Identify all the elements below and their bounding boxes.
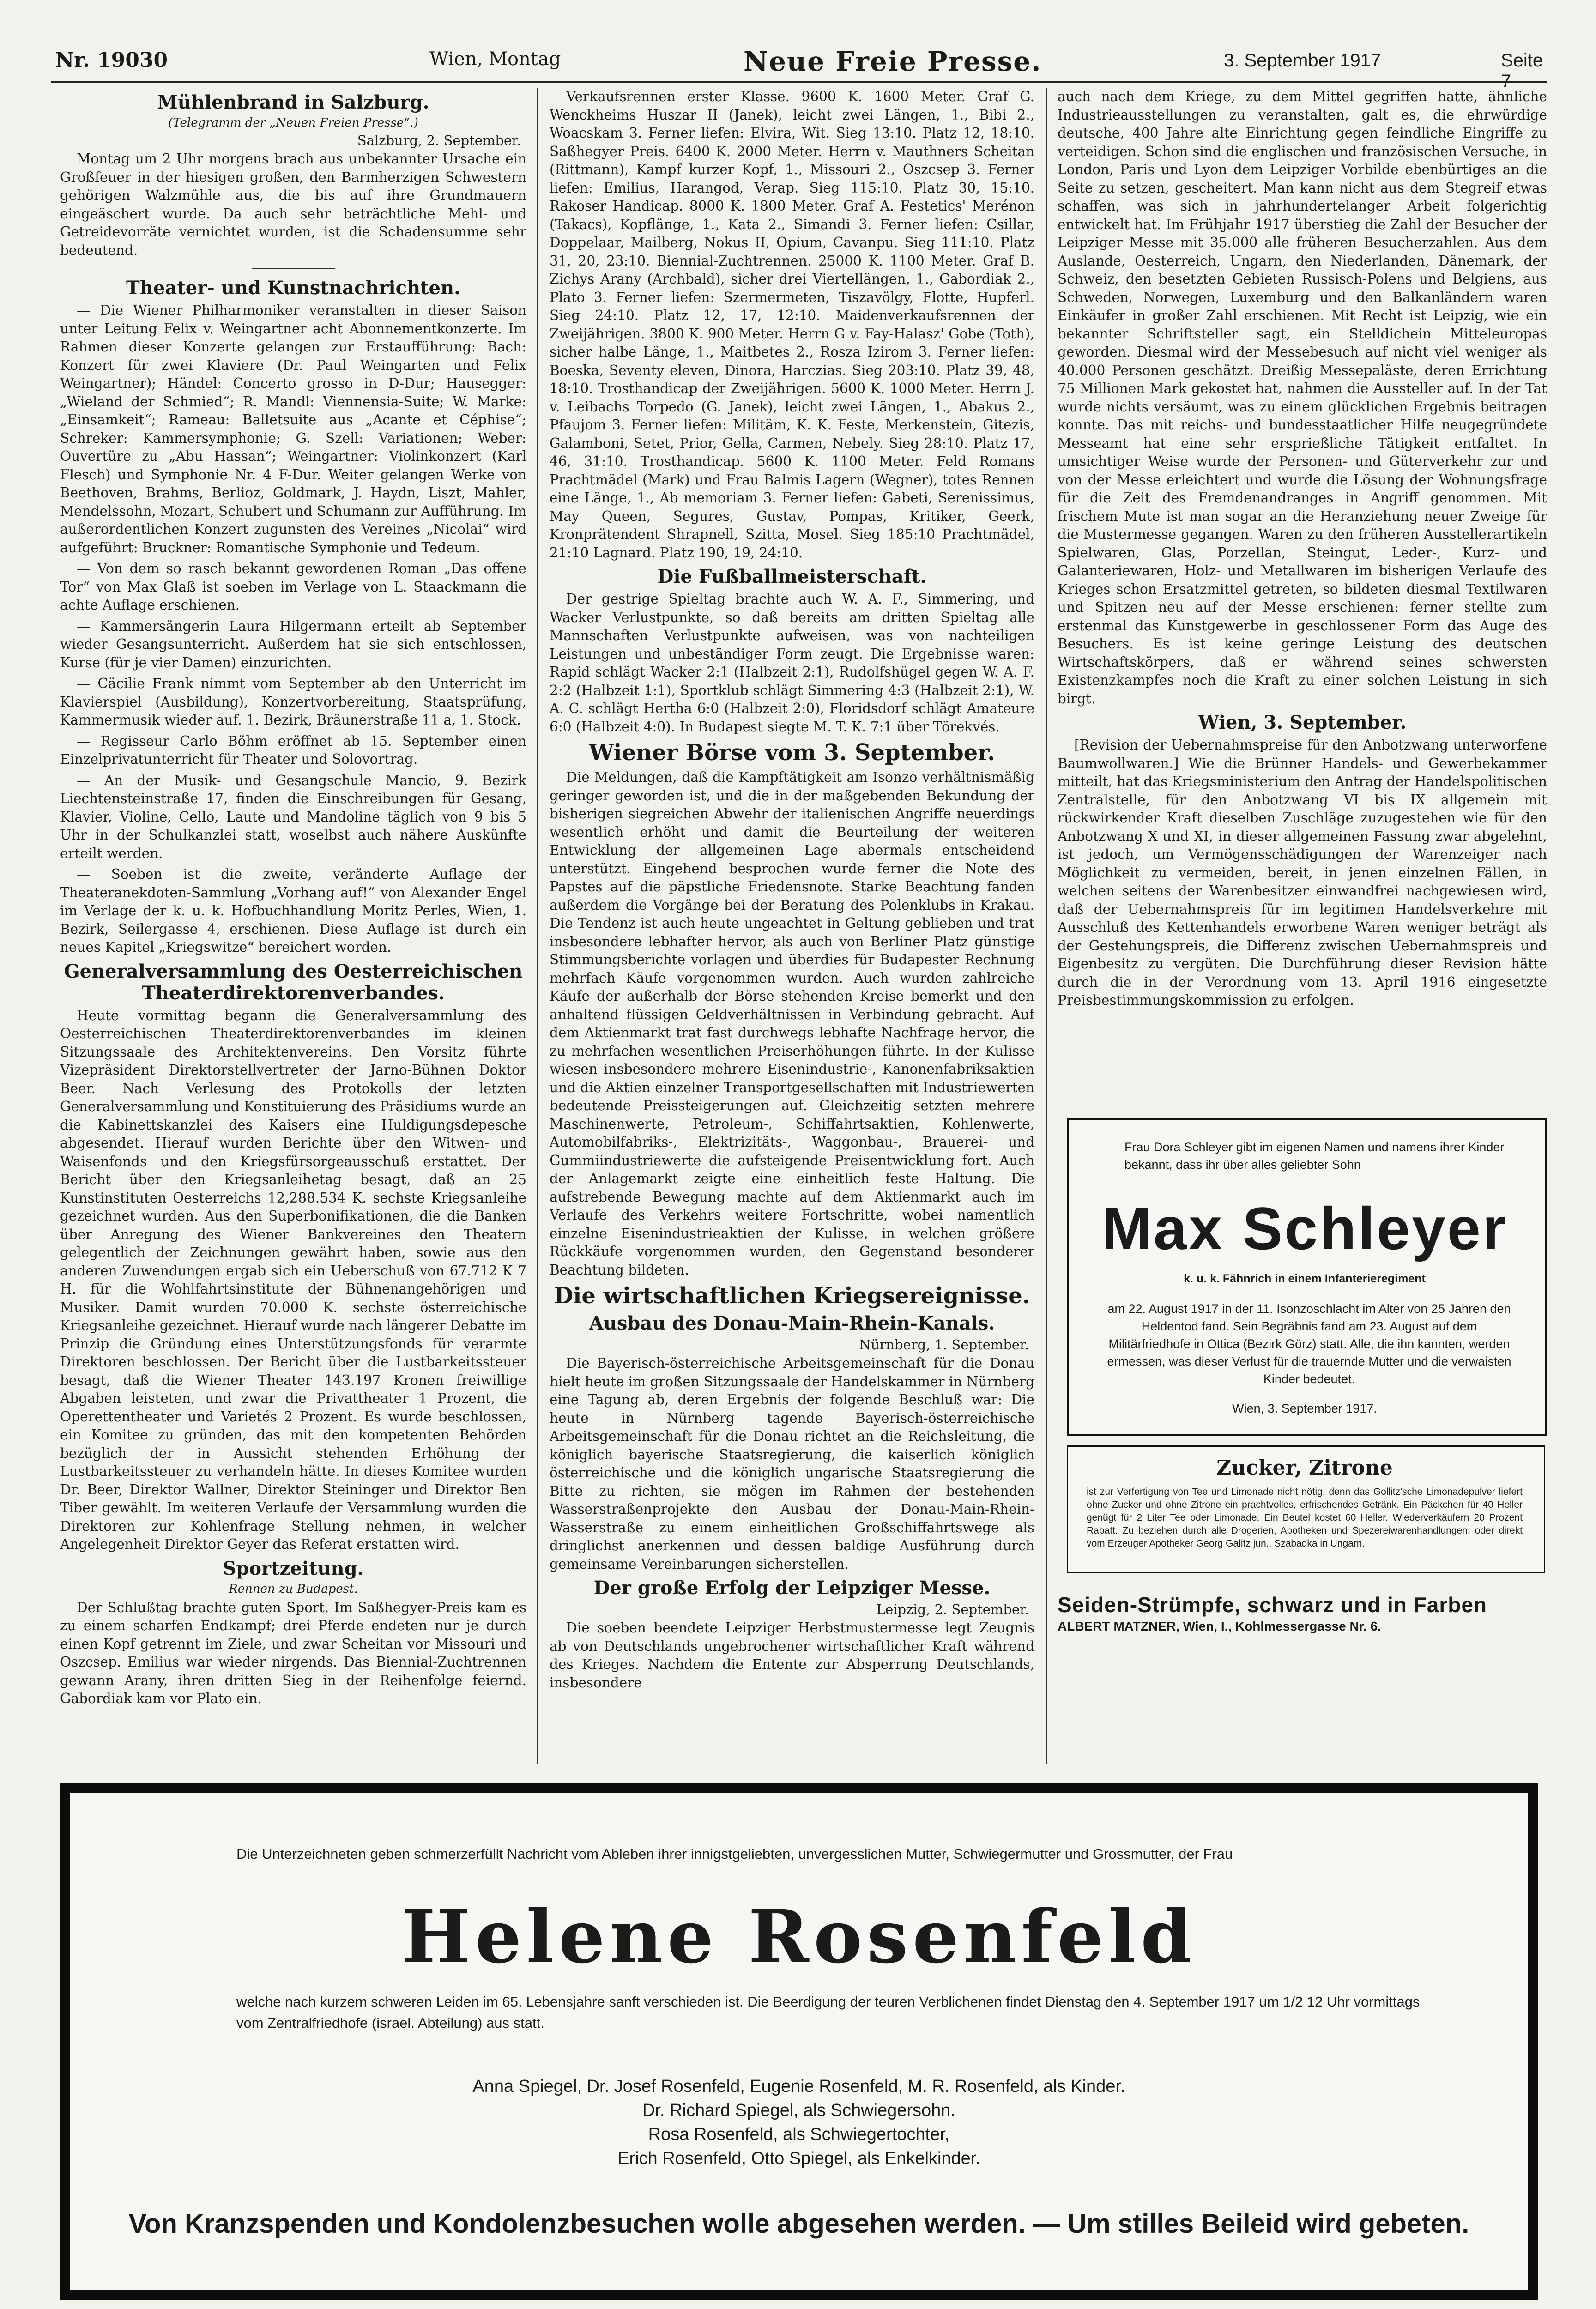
article-text: Die Bayerisch-österreichische Arbeitsgemeinschaft für die Donau hielt heute im großen Sitzungssaale der Handelskammer in Nürnberg eine Tagung ab, deren Ergebnis der folgende Beschluß war: Die heute in Nürnberg tagende Bayerisch-österreichische Arbeitsgemeinschaft für die Donau richtet an die Reichsleitung, die königlich bayerische Staatsregierung, die kaiserlich königlich österreichische und die königlich ungarische Staatsregierung die Bitte zu richten, sie mögen im Rahmen der bestehenden Wasserstraßenprojekte den Ausbau der Donau-Main-Rhein-Wasserstraße zu einem einheitlichen Großschiffahrtswege als dringlichst anerkennen und dessen baldige Ausführung durch gemeinsame Vereinbarungen sicherstellen. bbox=[550, 1355, 1034, 1572]
signatory-line: Anna Spiegel, Dr. Josef Rosenfeld, Eugenie Rosenfeld, M. R. Rosenfeld, als Kinder. bbox=[472, 2077, 1125, 2096]
notice-body: am 22. August 1917 in der 11. Isonzoschlacht im Alter von 25 Jahren den Heldentod fand. Sein Begräbnis fand am 23. August auf dem Militärfriedhofe in Ottica (Bezirk Görz) statt. Alle, die ihn kannten, werden ermessen, was dieser Verlust für die trauernde Mutter und die verwaisten Kinder bedeutet. bbox=[1107, 1302, 1511, 1386]
dateline: Nürnberg, 1. September. bbox=[859, 1337, 1029, 1353]
article-heading: Die Fußballmeisterschaft. bbox=[657, 566, 927, 587]
ad-title: Seiden-Strümpfe, schwarz und in Farben bbox=[1058, 1593, 1487, 1617]
article-subheading: (Telegramm der „Neuen Freien Presse“.) bbox=[168, 116, 418, 130]
article-text: Verkaufsrennen erster Klasse. 9600 K. 1600 Meter. Graf G. Wenckheims Huszar II (Janek), leicht zwei Längen, 1., Bibi 2., Woacskam 3. Ferner liefen: Elvira, Wit. Sieg 13:10. Platz 12, 18:10. Saßhegyer Preis. 6400 K. 2000 Meter. Herrn v. Mauthners Scheitan (Rittmann), Kampf kurzer Kopf, 1., Missouri 2., Oszcsep 3. Ferner liefen: Emilius, Harangod, Verap. Sieg 115:10. Platz 30, 15:10. Rakoser Handicap. 8000 K. 1800 Meter. Graf A. Festetics' Merénon (Takacs), Kopflänge, 1., Kata 2., Simandi 3. Ferner liefen: Csillar, Doppelaar, Mailberg, Nokus II, Opium, Cavanpu. Sieg 111:10. Platz 31, 20, 23:10. Biennial-Zuchtrennen. 25000 K. 1100 Meter. Graf B. Zichys Arany (Archbald), sicher drei Viertellängen, 1., Gabordiak 2., Plato 3. Ferner liefen: Szermermeten, Tiszavölgy, Flotte, Hupferl. Sieg 24:10. Platz 12, 17, 12:10. Maidenverkaufsrennen der Zweijährigen. 3800 K. 900 Meter. Herrn G v. Fay-Halasz' Gobe (Toth), sicher halbe Länge, 1., Maitbetes 2., Rosza Izirom 3. Ferner liefen: Boeska, Seventy eleven, Dinora, Harczias. Sieg 203:10. Platz 39, 48, 18:10. Trosthandicap der Zweijährigen. 5600 K. 1000 Meter. Herrn J. v. Leibachs Torpedo (G. Janek), leicht zwei Längen, 1., Abakus 2., Pfaujom 3. Ferner liefen: Militäm, K. K. Feste, Merkenstein, Gitezis, Galamboni, Setet, Prior, Gella, Carmen, Nebely. Sieg 28:10. Platz 17, 46, 31:10. Trosthandicap. 5600 K. 1100 Meter. Feld Romans Prachtmädel (Mark) und Frau Balmis Lagern (Wegner), totes Rennen eine Länge, 1., Ab memoriam 3. Ferner liefen: Gabeti, Serenissimus, May Queen, Segures, Gustav, Pompas, Kritiker, Geerk, Kronprätendent Shrapnell, Szitta, Mosel. Sieg 185:10 Prachtmädel, 21:10 Lagnard. Platz 190, 19, 24:10. bbox=[550, 89, 1034, 561]
signatory-line: Erich Rosenfeld, Otto Spiegel, als Enkelkinder. bbox=[617, 2149, 980, 2168]
article-heading: Wiener Börse vom 3. September. bbox=[589, 740, 995, 766]
notice-name: Helene Rosenfeld bbox=[401, 1894, 1197, 1980]
article-subheading: Rennen zu Budapest. bbox=[229, 1582, 358, 1596]
signatory-line: Rosa Rosenfeld, als Schwiegertochter, bbox=[648, 2125, 950, 2144]
notice-name: Max Schleyer bbox=[1101, 1195, 1508, 1262]
article-heading: Die wirtschaftlichen Kriegsereignisse. bbox=[554, 1283, 1030, 1309]
article-heading: Wien, 3. September. bbox=[1198, 712, 1407, 733]
separator bbox=[252, 268, 335, 269]
article-heading: Sportzeitung. bbox=[223, 1557, 364, 1579]
article-subheading: Ausbau des Donau-Main-Rhein-Kanals. bbox=[589, 1312, 995, 1334]
death-notice-schleyer bbox=[1067, 1118, 1547, 1436]
article-text: — Die Wiener Philharmoniker veranstalten in dieser Saison unter Leitung Felix v. Weingartner acht Abonnementkonzerte. Im Rahmen dieser Konzerte gelangen zur Erstaufführung: Bach: Konzert für zwei Klaviere (Dr. Paul Weingarten und Felix Weingartner); Händel: Concerto grosso in D-Dur; Hausegger: „Wieland der Schmied“; R. Mandl: Viennensia-Suite; W. Marke: „Einsamkeit“; Rameau: Balletsuite aus „Acante et Céphise“; Schreker: Kammersymphonie; G. Szell: Variationen; Weber: Ouvertüre zu „Abu Hassan“; Weingartner: Violinkonzert (Karl Flesch) und Symphonie Nr. 4 F-Dur. Weiter gelangen Werke von Beethoven, Brahms, Berlioz, Goldmark, J. Haydn, Liszt, Mahler, Mendelssohn, Mozart, Schubert und Schumann zur Aufführung. Im außerordentlichen Konzert zugunsten des Vereines „Nicolai“ wird aufgeführt: Bruckner: Romantische Symphonie und Tedeum. bbox=[60, 302, 526, 556]
article-text: — Von dem so rasch bekannt gewordenen Roman „Das offene Tor“ von Max Glaß ist soeben im Verlage von L. Staackmann die achte Auflage erschienen. bbox=[60, 561, 526, 613]
page-number: Seite 7 bbox=[1501, 50, 1543, 91]
death-notice-rosenfeld bbox=[60, 1783, 1538, 2300]
column-rule bbox=[537, 88, 538, 1764]
notice-footer: Von Kranzspenden und Kondolenzbesuchen wolle abgesehen werden. — Um stilles Beileid wird gebeten. bbox=[128, 2209, 1469, 2239]
column-3 bbox=[1058, 88, 1547, 1104]
column-2 bbox=[550, 88, 1034, 1769]
column-rule bbox=[1046, 88, 1047, 1764]
article-heading: Theater- und Kunstnachrichten. bbox=[126, 277, 460, 299]
ad-title: Zucker, Zitrone bbox=[1216, 1456, 1393, 1480]
issue-number: Nr. 19030 bbox=[55, 48, 168, 72]
masthead bbox=[51, 44, 1547, 91]
ad-address: ALBERT MATZNER, Wien, I., Kohlmessergasse Nr. 6. bbox=[1058, 1619, 1381, 1633]
article-text: Die Meldungen, daß die Kampftätigkeit am Isonzo verhältnismäßig geringer geworden ist, und die in der maßgebenden Bekundung der bisherigen siegreichen Abwehr der italienischen Angriffe neuerdings wesentlich erhöht und damit die Beurteilung der weiteren Entwicklung der allgemeinen Lage abermals entscheidend unterstützt. Eingehend besprochen wurde ferner die Note des Papstes auf die päpstliche Friedensnote. Starke Beachtung fanden außerdem die Vorgänge bei der Beratung des Polenklubs in Krakau. Die Tendenz ist auch heute ungeachtet in Geltung geblieben und trat insbesondere lebhafter hervor, als auch von Berliner Platz günstige Stimmungsberichte vorlagen und überdies für Budapester Rechnung mehrfach Käufe vorgenommen wurden. Auch wurden zahlreiche Käufe der außerhalb der Börse stehenden Kreise bemerkt und den anhaltend flüssigen Geldverhältnissen in Verbindung gebracht. Auf dem Aktienmarkt trat fast durchwegs lebhafte Nachfrage hervor, die zu mehrfachen wesentlichen Preiserhöhungen führte. In der Kulisse wiesen insbesondere mehrere Eisenindustrie-, Kanonenfabriksaktien und die Aktien einzelner Transportgesellschaften mit Industriewerten bedeutende Preissteigerungen auf. Gleichzeitig setzten mehrere Maschinenwerte, Petroleum-, Schiffahrtsaktien, Kohlenwerte, Automobilfabriks-, Elektrizitäts-, Waggonbau-, Brauerei- und Gummiindustriewerte die aufsteigende Preisentwicklung fort. Auch der Anlagemarkt zeigte eine einheitlich feste Haltung. Die aufstrebende Bewegung machte auf dem Aktienmarkt auch im Verlaufe des Verkehrs weitere Fortschritte, wobei namentlich einzelne Eisenindustrieaktien der Kulisse, in welchen größere Rückkäufe vorgenommen wurden, den Gegenstand besonderer Beachtung bildeten. bbox=[550, 769, 1034, 1278]
article-text: Der gestrige Spieltag brachte auch W. A. F., Simmering, und Wacker Verlustpunkte, so daß bereits am dritten Spieltag alle Mannschaften Verlustpunkte aufweisen, was von nachteiligen Leistungen und unbeständiger Form zeugt. Die Ergebnisse waren: Rapid schlägt Wacker 2:1 (Halbzeit 2:1), Rudolfshügel gegen W. A. F. 2:2 (Halbzeit 1:1), Sportklub schlägt Simmering 4:3 (Halbzeit 2:1), W. A. C. schlägt Hertha 6:0 (Halbzeit 2:0), Floridsdorf schlägt Amateure 6:0 (Halbzeit 4:0). In Budapest siegte M. T. K. 7:1 über Törekvés. bbox=[550, 591, 1034, 735]
article-text: Der Schlußtag brachte guten Sport. Im Saßhegyer-Preis kam es zu einem scharfen Endkampf; drei Pferde endeten nur je durch einen Kopf getrennt im Ziele, und zwar Scheitan vor Missouri und Oszcsep. Emilius war wieder nirgends. Das Biennial-Zuchtrennen gewann Arany, ihren dritten Sieg in der Reihenfolge feiernd. Gabordiak kam vor Plato ein. bbox=[60, 1599, 526, 1706]
advertisement-seiden bbox=[1058, 1589, 1547, 1644]
article-text: [Revision der Uebernahmspreise für den Anbotzwang unterworfene Baumwollwaren.] Wie die Brünner Handels- und Gewerbekammer mitteilt, hat das Kriegsministerium den Antrag der Handelspolitischen Zentralstelle, für den Anbotzwang VI bis IX allgemein mit rückwirkender Kraft dieselben Zuschläge zuzugestehen wie für den Anbotzwang X und XI, in dieser allgemeinen Fassung zwar abgelehnt, ist jedoch, um Vermögensschädigungen der Warenzeiger nach Möglichkeit zu vermeiden, bereit, in jenen einzelnen Fällen, in welchen seitens der Warenbesitzer einwandfrei nachgewiesen wird, daß der Uebernahmspreis für im legitimen Handelsverkehre mit Ausschluß des Kettenhandels erworbene Waren weniger beträgt als der Gestehungspreis, die Differenz zwischen Uebernahmspreis und Eigenbesitz zu vergüten. Die Durchführung dieser Revision hätte durch die in der Verordnung vom 13. April 1916 eingesetzte Preisbestimmungskommission zu erfolgen. bbox=[1058, 737, 1547, 1008]
ad-body: ist zur Verfertigung von Tee und Limonade nicht nötig, denn das Gollitz'sche Limonadepulver liefert ohne Zucker und ohne Zitrone ein prachtvolles, erfrischendes Getränk. Ein Päckchen für 40 Heller genügt für 2 Liter Tee oder Limonade. Ein Beutel kostet 60 Heller. Wiederverkäufern 20 Prozent Rabatt. Zu beziehen durch alle Drogerien, Apotheken und Spezereiwarenhandlungen, oder direkt vom Erzeuger Apotheker Georg Galitz jun., Szabadka in Ungarn. bbox=[1087, 1487, 1523, 1549]
place-day: Wien, Montag bbox=[429, 48, 561, 70]
article-heading: Mühlenbrand in Salzburg. bbox=[157, 91, 429, 113]
notice-body: welche nach kurzem schweren Leiden im 65. Lebensjahre sanft verschieden ist. Die Beerdigung der teuren Verblichenen findet Dienstag den 4. September 1917 um 1/2 12 Uhr vormittags vom Zentralfriedhofe (israel. Abteilung) aus statt. bbox=[236, 1994, 1420, 2031]
article-text: — Regisseur Carlo Böhm eröffnet ab 15. September einen Einzelprivatunterricht für Theater und Solovortrag. bbox=[60, 733, 526, 767]
signatory-line: Dr. Richard Spiegel, als Schwiegersohn. bbox=[642, 2101, 955, 2120]
article-text: — Soeben ist die zweite, veränderte Auflage der Theateranekdoten-Sammlung „Vorhang auf!“ von Alexander Engel im Verlage der k. u. k. Hofbuchhandlung Moritz Perles, Wien, 1. Bezirk, Seilergasse 4, erschienen. Diese Auflage ist durch ein neues Kapitel „Kriegswitze“ bereichert worden. bbox=[60, 866, 526, 955]
dateline: Salzburg, 2. September. bbox=[357, 133, 521, 148]
notice-rank: k. u. k. Fähnrich in einem Infanterieregiment bbox=[1184, 1272, 1426, 1285]
article-text: Montag um 2 Uhr morgens brach aus unbekannter Ursache ein Großfeuer in der hiesigen großen, den Barmherzigen Schwestern gehörigen Walzmühle aus, die bis auf ihre Grundmauern eingeäschert wurde. Da auch sehr beträchtliche Mehl- und Getreidevorräte vernichtet wurden, ist die Schadensumme sehr bedeutend. bbox=[60, 151, 526, 258]
article-text: — An der Musik- und Gesangschule Mancio, 9. Bezirk Liechtensteinstraße 17, finden die Einschreibungen für Gesang, Klavier, Violine, Cello, Laute und Mandoline täglich von 9 bis 5 Uhr in der Schulkanzlei statt, woselbst auch nähere Auskünfte erteilt werden. bbox=[60, 772, 526, 861]
dateline: Leipzig, 2. September. bbox=[876, 1602, 1029, 1617]
article-text: auch nach dem Kriege, zu dem Mittel gegriffen hatte, ähnliche Industrieausstellungen zu veranstalten, galt es, die ehrwürdige deutsche, 400 Jahre alte Einrichtung gegen feindliche Eingriffe zu verteidigen. Schon sind die englischen und französischen Versuche, in London, Paris und Lyon dem Leipziger Vorbilde ebenbürtiges an die Seite zu setzen, gescheitert. Man kann nicht aus dem Stegreif etwas schaffen, was sich in jahrhundertelanger Arbeit folgerichtig entwickelt hat. Im Frühjahr 1917 überstieg die Zahl der Besucher der Leipziger Messe mit 35.000 alle früheren Besucherzahlen. Aus dem Auslande, Oesterreich, Ungarn, den Niederlanden, Dänemark, der Schweiz, den besetzten Gebieten Russisch-Polens und Belgiens, aus Schweden, Norwegen, Luxemburg und den Balkanländern waren Einkäufer in großer Zahl erschienen. Mit Recht ist Leipzig, wie ein bekannter Schriftsteller sagt, ein Stelldichein Mitteleuropas geworden. Diesmal wird der Messebesuch auf nicht viel weniger als 40.000 Personen geschätzt. Dreißig Messepaläste, deren Errichtung 75 Millionen Mark gekostet hat, nahmen die Aussteller auf. In der Tat wurde nichts versäumt, was zu einem glücklichen Ergebnis beitragen konnte. Das mit reichs- und bundesstaatlicher Hilfe neugegründete Messeamt hat eine sehr ersprießliche Tätigkeit entfaltet. In umsichtiger Weise wurde der Personen- und Güterverkehr zur und von der Messe erleichtert und wurde die Lösung der Wohnungsfrage für die Zeit des Fremdenandranges in Angriff genommen. Mit frischem Mute ist man sogar an die Heranziehung neuer Zweige für die Mustermesse gegangen. Waren zu den früheren Ausstellerartikeln Spielwaren, Glas, Porzellan, Steingut, Leder-, Kurz- und Galanteriewaren, Holz- und Metallwaren im bisherigen Verlaufe des Krieges schon Ersatzmittel getreten, so bildeten diesmal Textilwaren und Spitzen neu auf der Messe erschienen: ferner stellte zum erstenmal das Kunstgewerbe in geschlossener Form das Auge des Besuchers. Es ist keine geringe Leistung des deutschen Wirtschaftskörpers, daß er während seines schwersten Existenzkampfes noch die Kraft zu einer solchen Leistung in sich birgt. bbox=[1058, 89, 1547, 707]
article-text: Die soeben beendete Leipziger Herbstmustermesse legt Zeugnis ab von Deutschlands ungebrochener wirtschaftlicher Kraft während des Krieges. Nachdem die Entente zur Absperrung Deutschlands, insbesondere bbox=[550, 1620, 1034, 1691]
article-heading: Der große Erfolg der Leipziger Messe. bbox=[593, 1577, 991, 1599]
notice-intro: Die Unterzeichneten geben schmerzerfüllt Nachricht vom Ableben ihrer innigstgeliebten, unvergesslichen Mutter, Schwiegermutter und Grossmutter, der Frau bbox=[236, 1846, 1233, 1862]
article-text: — Cäcilie Frank nimmt vom September ab den Unterricht im Klavierspiel (Ausbildung), Konzertvorbereitung, Staatsprüfung, Kammermusik wieder auf. 1. Bezirk, Bräunerstraße 11 a, 1. Stock. bbox=[60, 676, 526, 728]
newspaper-title: Neue Freie Presse. bbox=[744, 46, 1042, 77]
issue-date: 3. September 1917 bbox=[1224, 50, 1381, 71]
article-text: Heute vormittag begann die Generalversammlung des Oesterreichischen Theaterdirektorenverbandes im kleinen Sitzungssaale des Architektenvereins. Den Vorsitz führte Vizepräsident Direktorstellvertreter der Jarno-Bühnen Doktor Beer. Nach Verlesung des Protokolls der letzten Generalversammlung und Konstituierung des Präsidiums wurde an die Kabinettskanzlei des Kaisers eine Huldigungsdepesche abgesendet. Hierauf wurden Berichte über den Witwen- und Waisenfonds und den Kriegsfürsorgeausschuß erstattet. Der Bericht über den Kriegsanleihetag besagt, daß an 25 Kunstinstituten Oesterreichs 12,288.534 K. sechste Kriegsanleihe gezeichnet wurden. Aus den Superbonifikationen, die die Banken über Anregung des Wiener Bankvereines den Theatern gelegentlich der Zeichnungen gewährt haben, sowie aus den anderen Zuwendungen ergab sich ein Ueberschuß von 67.712 K 7 H. für die Wohlfahrtsinstitute der Bühnenangehörigen und Musiker. Damit wurden 70.000 K. sechste österreichische Kriegsanleihe gezeichnet. Hierauf wurde nach längerer Debatte im Prinzip die Gründung eines Unterstützungsfonds für verarmte Direktoren beschlossen. Der Bericht über die Lustbarkeitssteuer besagt, daß die Wiener Theater 143.197 Kronen freiwillige Abgaben leisteten, und zwar die Privattheater 1 Prozent, die Operettentheater und Varietés 2 Prozent. Es wurde beschlossen, ein Komitee zu gründen, das mit den kompetenten Behörden bezüglich der in Aussicht stehenden Erhöhung der Lustbarkeitssteuer zu verhandeln hätte. In dieses Komitee wurden Dr. Beer, Direktor Wallner, Direktor Steininger und Direktor Ben Tiber gewählt. Im weiteren Verlaufe der Versammlung wurden die Direktoren zur Kohlenfrage Stellung nehmen, in welcher Angelegenheit Direktor Geyer das Referat erstatten wird. bbox=[60, 1007, 526, 1552]
notice-date: Wien, 3. September 1917. bbox=[1232, 1402, 1377, 1415]
notice-signatories bbox=[70, 2074, 1528, 2170]
advertisement-zucker bbox=[1067, 1445, 1545, 1573]
column-1 bbox=[60, 88, 526, 1769]
notice-intro: Frau Dora Schleyer gibt im eigenen Namen und namens ihrer Kinder bekannt, dass ihr über alles geliebter Sohn bbox=[1124, 1140, 1505, 1172]
article-heading: Generalversammlung des Oesterreichischen Theaterdirektorenverbandes. bbox=[64, 960, 523, 1004]
article-text: — Kammersängerin Laura Hilgermann erteilt ab September wieder Gesangsunterricht. Außerdem hat sie sich entschlossen, Kurse (für je vier Damen) einzurichten. bbox=[60, 618, 526, 671]
